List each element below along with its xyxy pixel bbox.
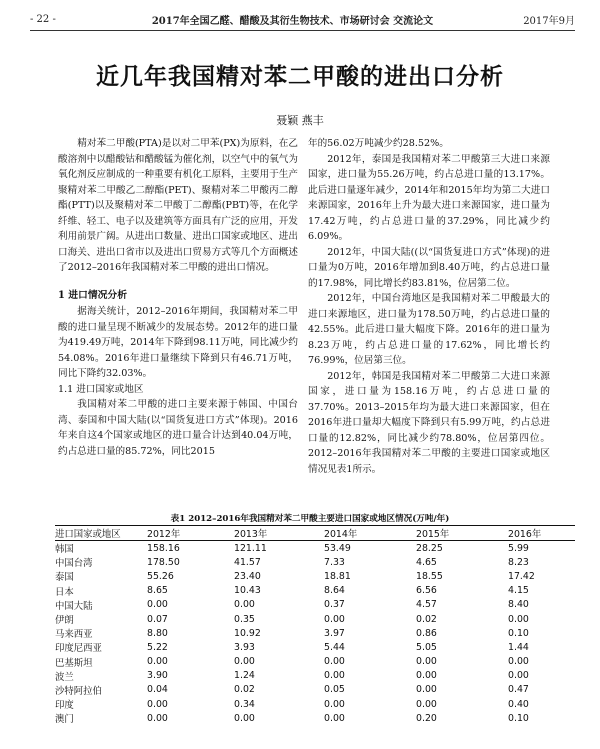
value-cell: 0.34 bbox=[234, 698, 255, 710]
value-cell: 8.80 bbox=[147, 627, 168, 639]
column-header: 2015年 bbox=[416, 526, 508, 541]
intro-paragraph: 精对苯二甲酸(PTA)是以对二甲苯(PX)为原料，在乙酸溶剂中以醋酸钴和醋酸锰为催化剂，以空气中的氧气为氧化剂反应制成的一种重要有机化工原料，主要用于生产聚精对苯二甲酸乙二醇酯(PET)、聚精对苯二甲酸丙二醇酯(PTT)以及聚精对苯二甲酸丁二醇酯(PBT)等，在化学纤维、轻工、电子以及建筑等方面具有广泛的应用，开发利用前景广阔。从进出口数量、进出口国家或地区、进出口海关、进出口省市以及进出口贸易方式等几个方面概述了2012–2016年我国精对苯二甲酸的进出口情况。 bbox=[58, 138, 298, 273]
table-row bbox=[55, 655, 575, 669]
value-cell: 1.24 bbox=[234, 670, 255, 682]
region-cell: 波兰 bbox=[55, 671, 74, 683]
value-cell: 0.10 bbox=[508, 627, 529, 639]
value-cell: 0.10 bbox=[508, 712, 529, 724]
value-cell: 0.02 bbox=[416, 613, 437, 625]
value-cell: 23.40 bbox=[234, 570, 261, 582]
value-cell: 1.44 bbox=[508, 641, 529, 653]
value-cell: 0.00 bbox=[324, 712, 345, 724]
value-cell: 3.93 bbox=[234, 641, 255, 653]
value-cell: 158.16 bbox=[147, 542, 180, 554]
table-row bbox=[55, 669, 575, 683]
table-row bbox=[55, 584, 575, 598]
left-column bbox=[58, 136, 298, 459]
value-cell: 0.00 bbox=[234, 712, 255, 724]
value-cell: 0.00 bbox=[147, 656, 168, 668]
page-number: - 22 - bbox=[30, 13, 56, 25]
subsection-1-1-heading: 1.1 进口国家或地区 bbox=[58, 383, 144, 395]
column-header: 进口国家或地区 bbox=[55, 526, 145, 541]
table-caption: 表1 2012–2016年我国精对苯二甲酸主要进口国家或地区情况(万吨/年) bbox=[170, 514, 450, 524]
value-cell: 41.57 bbox=[234, 556, 261, 568]
region-cell: 沙特阿拉伯 bbox=[55, 685, 102, 697]
value-cell: 18.81 bbox=[324, 570, 351, 582]
table-row bbox=[55, 697, 575, 711]
issue-date: 2017年9月 bbox=[523, 15, 575, 27]
table-body bbox=[55, 541, 575, 726]
region-cell: 泰国 bbox=[55, 572, 74, 584]
table-row bbox=[55, 598, 575, 612]
thailand-paragraph: 2012年，泰国是我国精对苯二甲酸第三大进口来源国家，进口量为55.26万吨，约占总进口量的13.17%。此后进口量逐年减少，2014年和2015年均为第二大进口来源国家，2016年上升为最大进口来源国家，进口量为17.42万吨，约占总进口量的37.29%，同比减少约6.09%。 bbox=[308, 153, 550, 242]
value-cell: 0.00 bbox=[508, 656, 529, 668]
value-cell: 17.42 bbox=[508, 570, 535, 582]
taiwan-paragraph: 2012年，中国台湾地区是我国精对苯二甲酸最大的进口来源地区，进口量为178.50万吨，约占总进口量的42.55%。此后进口量大幅度下降。2016年的进口量为8.23万吨，约占总进口量的17.62%，同比增长约76.99%，位居第三位。 bbox=[308, 293, 550, 366]
value-cell: 178.50 bbox=[147, 556, 180, 568]
value-cell: 8.64 bbox=[324, 585, 345, 597]
value-cell: 0.00 bbox=[147, 712, 168, 724]
value-cell: 8.23 bbox=[508, 556, 529, 568]
region-cell: 日本 bbox=[55, 586, 74, 598]
value-cell: 6.56 bbox=[416, 585, 437, 597]
value-cell: 5.05 bbox=[416, 641, 437, 653]
value-cell: 7.33 bbox=[324, 556, 345, 568]
column-header: 2013年 bbox=[234, 526, 324, 541]
value-cell: 10.43 bbox=[234, 585, 261, 597]
continued-paragraph: 年的56.02万吨减少约28.52%。 bbox=[308, 138, 449, 149]
table-header-row bbox=[55, 526, 575, 541]
region-cell: 伊朗 bbox=[55, 615, 74, 627]
korea-paragraph: 2012年，韩国是我国精对苯二甲酸第二大进口来源国家，进口量为158.16万吨，约占总进口量的37.70%。2013–2015年均为最大进口来源国家，但在2016年进口量却大幅度下降到只有5.99万吨，约占总进口量的12.82%，同比减少约78.80%，位居第四位。2012–2016年我国精对苯二甲酸的主要进口国家或地区情况见表1所示。 bbox=[308, 370, 550, 475]
value-cell: 0.04 bbox=[147, 684, 168, 696]
table-row bbox=[55, 555, 575, 569]
value-cell: 8.65 bbox=[147, 585, 168, 597]
mainland-paragraph: 2012年，中国大陆((以“国货复进口方式”体现)的进口量为0万吨，2016年增加到8.40万吨，约占总进口量的17.98%，同比增长约83.81%，位居第二位。 bbox=[308, 246, 550, 289]
right-column bbox=[308, 136, 550, 477]
value-cell: 0.86 bbox=[416, 627, 437, 639]
value-cell: 0.00 bbox=[324, 656, 345, 668]
value-cell: 0.00 bbox=[324, 698, 345, 710]
table-row bbox=[55, 612, 575, 626]
value-cell: 8.40 bbox=[508, 599, 529, 611]
table-row bbox=[55, 626, 575, 640]
table-row bbox=[55, 541, 575, 556]
value-cell: 0.00 bbox=[508, 613, 529, 625]
table-row bbox=[55, 640, 575, 654]
value-cell: 0.00 bbox=[416, 656, 437, 668]
value-cell: 53.49 bbox=[324, 542, 351, 554]
value-cell: 0.00 bbox=[324, 613, 345, 625]
region-cell: 巴基斯坦 bbox=[55, 657, 93, 669]
value-cell: 55.26 bbox=[147, 570, 174, 582]
value-cell: 0.37 bbox=[324, 599, 345, 611]
value-cell: 18.55 bbox=[416, 570, 443, 582]
region-cell: 马来西亚 bbox=[55, 629, 93, 641]
article-title: 近几年我国精对苯二甲酸的进出口分析 bbox=[96, 64, 504, 90]
value-cell: 5.99 bbox=[508, 542, 529, 554]
value-cell: 0.00 bbox=[234, 599, 255, 611]
region-cell: 澳门 bbox=[55, 714, 74, 726]
value-cell: 0.35 bbox=[234, 613, 255, 625]
value-cell: 0.00 bbox=[147, 599, 168, 611]
article-authors: 聂颖 燕丰 bbox=[276, 114, 324, 127]
section-1-paragraph: 据海关统计，2012–2016年期间，我国精对苯二甲酸的进口量呈现不断减少的发展态势。2012年的进口量为419.49万吨，2014年下降到98.11万吨，同比减少约54.08%。2016年进口量继续下降到只有46.71万吨，同比下降约32.03%。 bbox=[58, 306, 298, 379]
column-header: 2016年 bbox=[508, 526, 575, 541]
import-table bbox=[55, 525, 575, 725]
value-cell: 0.40 bbox=[508, 698, 529, 710]
subsection-1-1-paragraph: 我国精对苯二甲酸的进口主要来源于韩国、中国台湾、泰国和中国大陆(以“国货复进口方式”体现)。2016年来自这4个国家或地区的进口量合计达到40.04万吨，约占总进口量的85.72%，同比2015 bbox=[58, 399, 298, 457]
region-cell: 印度 bbox=[55, 700, 74, 712]
value-cell: 5.44 bbox=[324, 641, 345, 653]
value-cell: 5.22 bbox=[147, 641, 168, 653]
value-cell: 0.02 bbox=[234, 684, 255, 696]
column-header: 2012年 bbox=[145, 526, 234, 541]
table-row bbox=[55, 711, 575, 725]
value-cell: 0.07 bbox=[147, 613, 168, 625]
value-cell: 4.57 bbox=[416, 599, 437, 611]
region-cell: 中国大陆 bbox=[55, 600, 93, 612]
value-cell: 4.15 bbox=[508, 585, 529, 597]
value-cell: 0.05 bbox=[324, 684, 345, 696]
value-cell: 0.47 bbox=[508, 684, 529, 696]
value-cell: 121.11 bbox=[234, 542, 267, 554]
value-cell: 0.00 bbox=[324, 670, 345, 682]
value-cell: 0.00 bbox=[147, 698, 168, 710]
value-cell: 3.97 bbox=[324, 627, 345, 639]
value-cell: 0.00 bbox=[416, 698, 437, 710]
section-1-heading: 1 进口情况分析 bbox=[58, 289, 128, 301]
value-cell: 3.90 bbox=[147, 670, 168, 682]
value-cell: 0.00 bbox=[234, 656, 255, 668]
region-cell: 印度尼西亚 bbox=[55, 643, 102, 655]
value-cell: 0.20 bbox=[416, 712, 437, 724]
running-header bbox=[30, 8, 575, 31]
value-cell: 0.00 bbox=[416, 684, 437, 696]
conference-name: 2017年全国乙醛、醋酸及其衍生物技术、市场研讨会 交流论文 bbox=[151, 15, 434, 27]
region-cell: 中国台湾 bbox=[55, 558, 93, 570]
column-header: 2014年 bbox=[324, 526, 416, 541]
value-cell: 4.65 bbox=[416, 556, 437, 568]
value-cell: 28.25 bbox=[416, 542, 443, 554]
value-cell: 10.92 bbox=[234, 627, 261, 639]
value-cell: 0.00 bbox=[416, 670, 437, 682]
region-cell: 韩国 bbox=[55, 544, 74, 556]
table-row bbox=[55, 569, 575, 583]
value-cell: 0.00 bbox=[508, 670, 529, 682]
table-row bbox=[55, 683, 575, 697]
